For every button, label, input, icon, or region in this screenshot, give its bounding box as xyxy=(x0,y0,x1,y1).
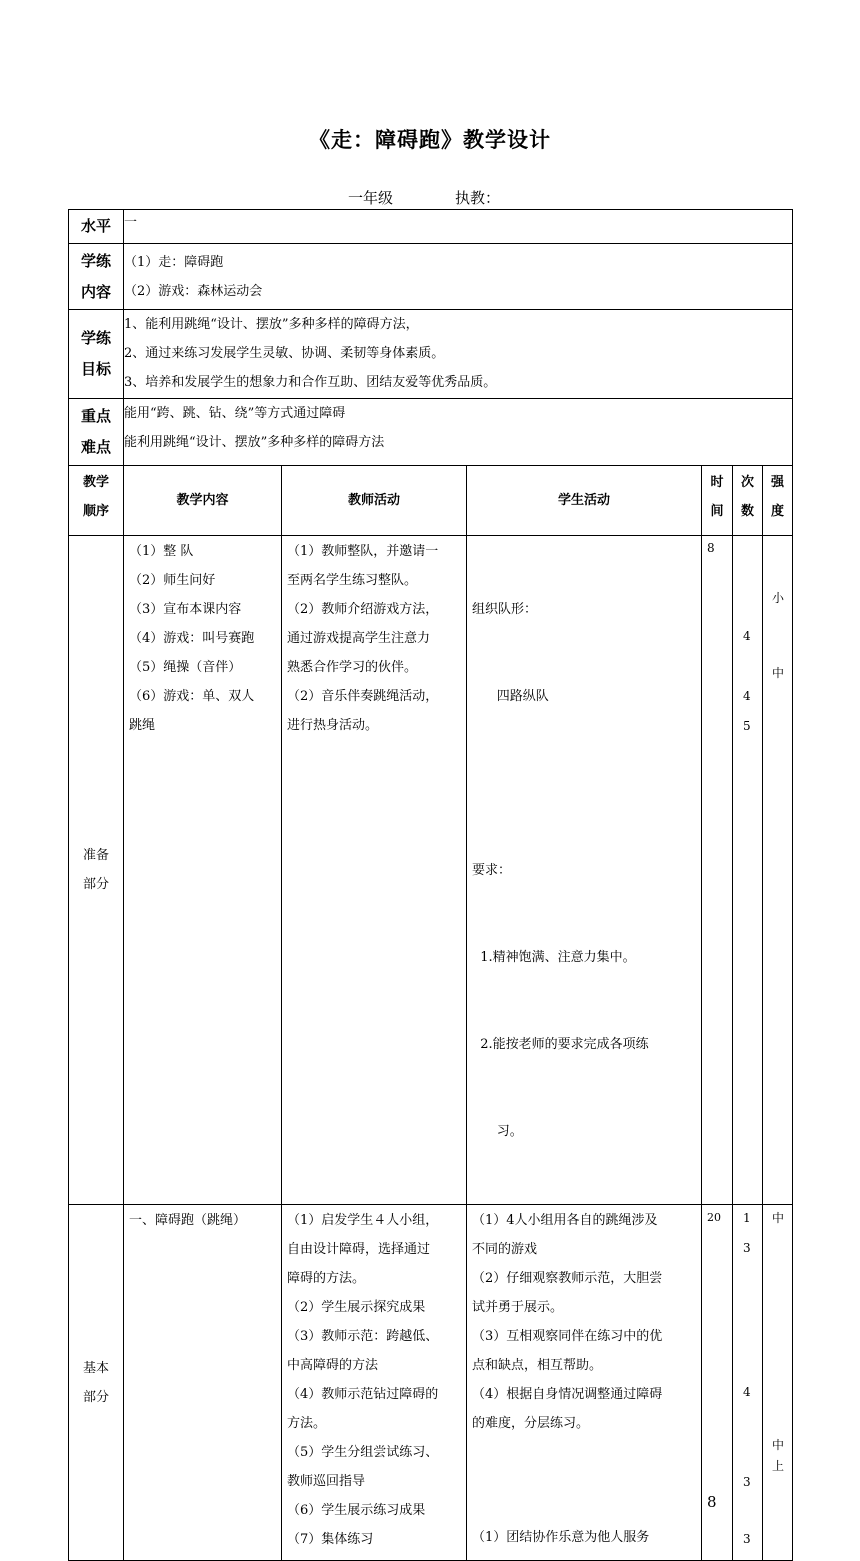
prep-student-line: 2.能按老师的要求完成各项练 xyxy=(472,1037,649,1052)
basic-section-label-1: 基本 xyxy=(82,1360,109,1376)
level-value: 一 xyxy=(124,215,138,230)
header-student: 学生活动 xyxy=(467,466,702,536)
basic-count: 4 xyxy=(743,1385,751,1399)
basic-intensity: 中 xyxy=(772,1211,785,1225)
basic-teacher-line: （7）集体练习 xyxy=(287,1532,374,1547)
prep-section-row xyxy=(69,536,793,1205)
focus-row xyxy=(69,399,793,466)
prep-section-label-1: 准备 xyxy=(82,848,109,863)
basic-time: 8 xyxy=(707,1493,717,1511)
content-label-2: 内容 xyxy=(80,282,111,301)
basic-count: 3 xyxy=(743,1241,751,1255)
prep-content-line: （5）绳操（音伴） xyxy=(129,660,242,675)
basic-teacher-line: （5）学生分组尝试练习、 xyxy=(287,1445,439,1460)
prep-content-line: （1）整 队 xyxy=(129,544,194,559)
basic-intensity: 上 xyxy=(772,1459,785,1473)
level-label: 水平 xyxy=(80,217,111,235)
basic-time: 20 xyxy=(707,1211,721,1224)
prep-teacher-line: （2）教师介绍游戏方法， xyxy=(287,602,439,617)
basic-section-label-2: 部分 xyxy=(82,1389,109,1405)
header-content: 教学内容 xyxy=(124,466,282,536)
basic-student-line: （4）根据自身情况调整通过障碍 xyxy=(472,1387,663,1402)
grade-teacher-line xyxy=(348,187,500,208)
basic-count: 3 xyxy=(743,1475,751,1489)
prep-student-line: 1.精神饱满、注意力集中。 xyxy=(472,950,636,965)
header-order-2: 顺序 xyxy=(82,504,109,519)
basic-teacher-line: 方法。 xyxy=(287,1416,327,1431)
prep-student-line: 组织队形： xyxy=(472,602,538,617)
content-line: （2）游戏：森林运动会 xyxy=(124,283,263,299)
basic-student-line: （1）4人小组用各自的跳绳涉及 xyxy=(472,1213,658,1228)
prep-student-line xyxy=(472,769,698,798)
prep-teacher-line: 熟悉合作学习的伙伴。 xyxy=(287,660,418,675)
basic-teacher-line: （6）学生展示练习成果 xyxy=(287,1503,426,1518)
basic-content-line: 一、障碍跑（跳绳） xyxy=(129,1213,247,1228)
prep-content-line: （3）宣布本课内容 xyxy=(129,602,242,617)
prep-student-line: 四路纵队 xyxy=(472,689,549,704)
prep-teacher-line: （1）教师整队，并邀请一 xyxy=(287,544,439,559)
focus-label-2: 难点 xyxy=(80,438,111,456)
prep-count: 5 xyxy=(743,719,751,733)
prep-teacher-line: 通过游戏提高学生注意力 xyxy=(287,631,431,646)
prep-content-line: （2）师生问好 xyxy=(129,573,216,588)
prep-intensity: 中 xyxy=(772,666,785,680)
goal-line: 2、通过来练习发展学生灵敏、协调、柔韧等身体素质。 xyxy=(124,346,445,361)
goal-line: 3、培养和发展学生的想象力和合作互助、团结友爱等优秀品质。 xyxy=(124,375,497,390)
basic-section-row xyxy=(69,1205,793,1561)
header-order-1: 教学 xyxy=(82,475,109,490)
basic-teacher-line: 障碍的方法。 xyxy=(287,1271,366,1286)
prep-count: 4 xyxy=(743,689,751,703)
basic-student-line: 试并勇于展示。 xyxy=(472,1300,564,1315)
header-time-1: 时 xyxy=(710,475,724,490)
prep-intensity: 小 xyxy=(772,591,785,605)
basic-student-line: 的难度，分层练习。 xyxy=(472,1416,590,1431)
header-time-2: 间 xyxy=(710,504,724,519)
content-line: （1）走：障碍跑 xyxy=(124,254,224,270)
basic-student-line: （3）互相观察同伴在练习中的优 xyxy=(472,1329,663,1344)
basic-count: 3 xyxy=(743,1532,751,1546)
prep-count: 4 xyxy=(743,629,751,643)
goals-row xyxy=(69,310,793,399)
table-header-row xyxy=(69,466,793,536)
header-teacher: 教师活动 xyxy=(282,466,467,536)
basic-student-line: 不同的游戏 xyxy=(472,1242,538,1257)
goals-label-1: 学练 xyxy=(80,329,111,347)
basic-teacher-line: （1）启发学生４人小组， xyxy=(287,1213,439,1228)
goal-line: 1、能利用跳绳“设计、摆放”多种多样的障碍方法， xyxy=(124,317,419,332)
focus-line: 能用“跨、跳、钻、绕”等方式通过障碍 xyxy=(124,406,346,421)
basic-teacher-line: （3）教师示范：跨越低、 xyxy=(287,1329,439,1344)
basic-teacher-line: （4）教师示范钻过障碍的 xyxy=(287,1387,439,1402)
header-intensity-1: 强 xyxy=(771,475,785,490)
prep-teacher-line: 至两名学生练习整队。 xyxy=(287,573,418,588)
prep-time: 8 xyxy=(707,541,715,555)
basic-teacher-line: 中高障碍的方法 xyxy=(287,1358,379,1373)
prep-student-line: 要求： xyxy=(472,863,512,878)
basic-intensity: 中 xyxy=(772,1438,785,1452)
header-intensity-2: 度 xyxy=(771,504,785,519)
focus-label-1: 重点 xyxy=(80,407,111,425)
basic-count: 1 xyxy=(743,1211,751,1225)
grade-label: 一年级 xyxy=(348,189,394,207)
document-title: 《走：障碍跑》教学设计 xyxy=(309,128,551,152)
teacher-label: 执教： xyxy=(455,189,501,207)
basic-student-line: 点和缺点，相互帮助。 xyxy=(472,1358,603,1373)
header-count-1: 次 xyxy=(740,475,754,490)
level-row xyxy=(69,210,793,244)
goals-label-2: 目标 xyxy=(80,360,111,378)
content-label-1: 学练 xyxy=(80,251,111,270)
prep-content-line: （4）游戏：叫号赛跑 xyxy=(129,631,255,646)
basic-teacher-line: （2）学生展示探究成果 xyxy=(287,1300,426,1315)
header-count-2: 数 xyxy=(740,504,754,519)
basic-student-line: （2）仔细观察教师示范，大胆尝 xyxy=(472,1271,663,1286)
prep-content-line: （6）游戏：单、双人 xyxy=(129,689,255,704)
content-row xyxy=(69,244,793,310)
prep-student-line: 习。 xyxy=(472,1124,523,1139)
prep-content-line: 跳绳 xyxy=(129,718,156,733)
basic-teacher-line: 自由设计障碍，选择通过 xyxy=(287,1242,431,1257)
basic-teacher-line: 教师巡回指导 xyxy=(287,1474,366,1489)
lesson-plan-table xyxy=(68,209,793,1561)
prep-teacher-line: 进行热身活动。 xyxy=(287,718,379,733)
basic-student-line: （1）团结协作乐意为他人服务 xyxy=(472,1530,650,1545)
prep-section-label-2: 部分 xyxy=(82,877,109,892)
focus-line: 能利用跳绳“设计、摆放”多种多样的障碍方法 xyxy=(124,435,385,450)
prep-teacher-line: （2）音乐伴奏跳绳活动， xyxy=(287,689,439,704)
